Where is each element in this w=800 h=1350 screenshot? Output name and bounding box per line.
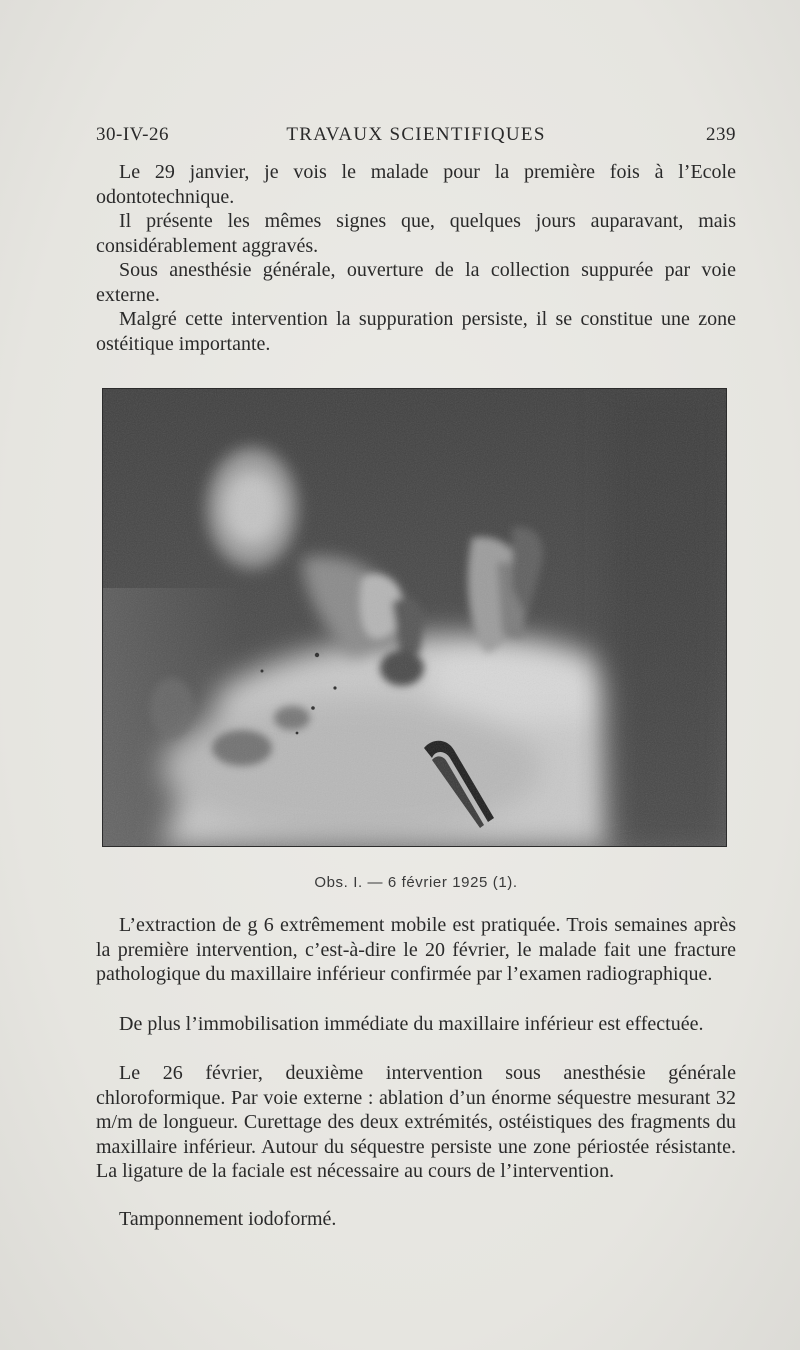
paragraph-anesthesia: Sous anesthésie générale, ouverture de la collection suppurée par voie externe. <box>96 259 736 306</box>
paragraph-immobilisation: De plus l’immobilisation immédiate du maxillaire inférieur est effectuée. <box>119 1013 704 1035</box>
paragraph-suppuration: Malgré cette intervention la suppuration persiste, il se constitue une zone ostéitique importante. <box>96 308 736 355</box>
paragraph-signs: Il présente les mêmes signes que, quelques jours auparavant, mais considérablement aggravés. <box>96 210 736 257</box>
paragraph-second-intervention: Le 26 février, deuxième intervention sous anesthésie générale chloroformique. Par voie externe : ablation d’un énorme séquestre mesurant 32 m/m de longueur. Curettage des deux extrémités, ostéistiques des fragments du maxillaire inférieur. Autour du séquestre persiste une zone périostée résistante. La ligature de la faciale est nécessaire au cours de l’intervention. <box>96 1062 736 1182</box>
radiograph-figure <box>102 388 727 847</box>
paragraph-tamponnement: Tamponnement iodoformé. <box>119 1208 337 1230</box>
header-date: 30-IV-26 <box>96 124 169 145</box>
paragraph-first-visit: Le 29 janvier, je vois le malade pour la première fois à l’Ecole odontotechnique. <box>96 161 736 208</box>
figure-caption: Obs. I. — 6 février 1925 (1). <box>314 874 518 891</box>
paragraph-extraction: L’extraction de g 6 extrêmement mobile est pratiquée. Trois semaines après la première intervention, c’est-à-dire le 20 février, le malade fait une fracture pathologique du maxillaire inférieur confirmée par l’examen radiographique. <box>96 914 736 985</box>
radiograph-image <box>102 388 727 847</box>
header-title: TRAVAUX SCIENTIFIQUES <box>286 124 546 145</box>
running-header <box>96 124 736 150</box>
page-number: 239 <box>706 124 736 145</box>
